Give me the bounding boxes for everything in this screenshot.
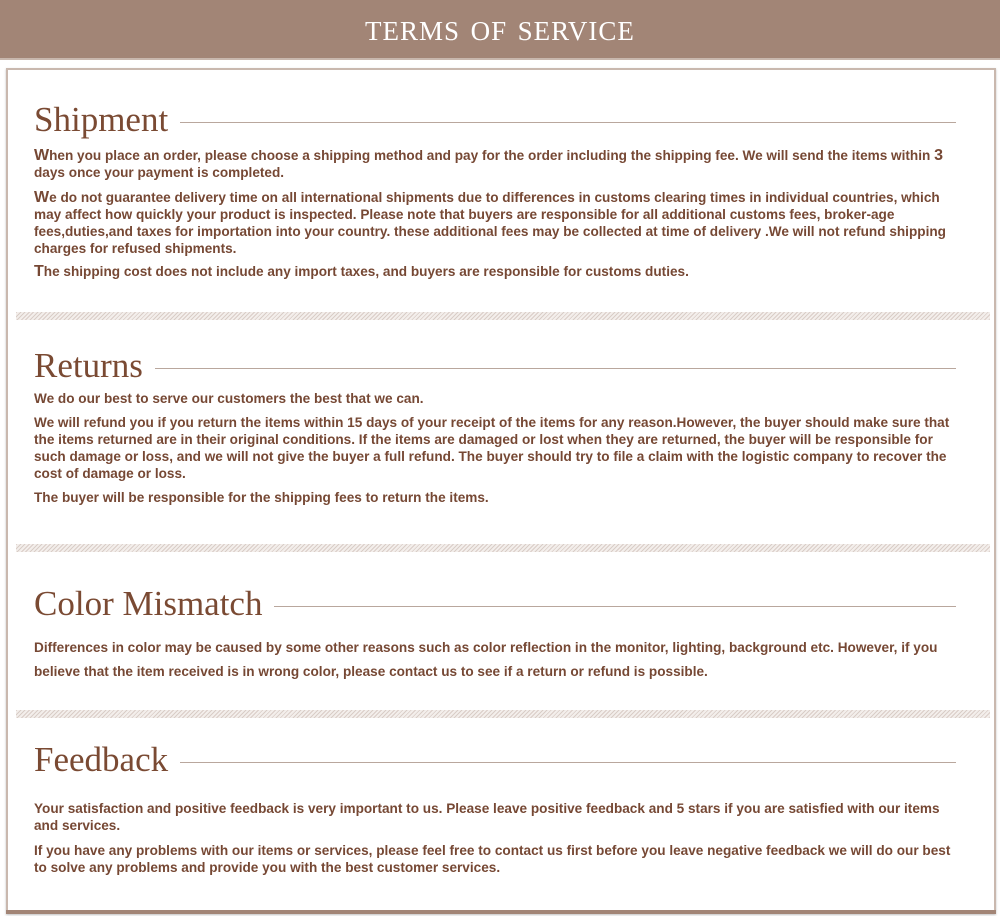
terms-panel: [6, 68, 996, 914]
shipment-paragraph-2: We do not guarantee delivery time on all international shipments due to differences in customs clearing times in individual countries, which may affect how quickly your product is inspected. Please note that buyers are responsible for all additional customs fees, broker-age fees,duties,and taxes for importation into your country. these additional fees may be collected at time of delivery .We will not refund shipping charges for refused shipments.: [34, 189, 946, 256]
page-title: terms of service: [365, 7, 635, 49]
returns-paragraph-3: The buyer will be responsible for the shipping fees to return the items.: [34, 490, 489, 505]
returns-heading: Returns: [34, 346, 143, 385]
section-divider: [16, 710, 990, 718]
shipment-heading-row: [34, 102, 956, 137]
feedback-heading: Feedback: [34, 740, 169, 779]
feedback-paragraph-2: If you have any problems with our items or services, please feel free to contact us first before you leave negative feedback we will do our best to solve any problems and provide you with the best customer services.: [34, 843, 951, 875]
returns-heading-row: [34, 348, 956, 383]
returns-paragraph-1: We do our best to serve our customers the best that we can.: [34, 391, 424, 406]
header-banner: [0, 0, 1000, 60]
shipment-heading: Shipment: [34, 100, 169, 139]
returns-paragraph-2: We will refund you if you return the items within 15 days of your receipt of the items for any reason.However, the buyer should make sure that the items returned are in their original conditions. If the items are damaged or lost when they are returned, the buyer will be responsible for such damage or loss, and we will not give the buyer a full refund. The buyer should try to file a claim with the logistic company to recover the cost of damage or loss.: [34, 415, 950, 481]
shipment-paragraph-1: When you place an order, please choose a shipping method and pay for the order including the shipping fee. We will send the items within 3 days once your payment is completed.: [34, 147, 944, 180]
bottom-bar: [6, 910, 996, 914]
feedback-paragraph-1: Your satisfaction and positive feedback is very important to us. Please leave positive feedback and 5 stars if you are satisfied with our items and services.: [34, 801, 940, 833]
heading-rule: [274, 606, 956, 607]
color-paragraph-1: Differences in color may be caused by some other reasons such as color reflection in the monitor, lighting, background etc. However, if you believe that the item received is in wrong color, please contact us to see if a return or refund is possible.: [34, 640, 938, 679]
heading-rule: [155, 368, 956, 369]
color-mismatch-heading: Color Mismatch: [34, 584, 263, 623]
color-heading-row: [34, 586, 956, 621]
shipment-paragraph-3: The shipping cost does not include any import taxes, and buyers are responsible for customs duties.: [34, 263, 689, 280]
feedback-heading-row: [34, 742, 956, 777]
section-divider: [16, 544, 990, 552]
heading-rule: [180, 122, 956, 123]
section-divider: [16, 312, 990, 320]
heading-rule: [180, 762, 956, 763]
